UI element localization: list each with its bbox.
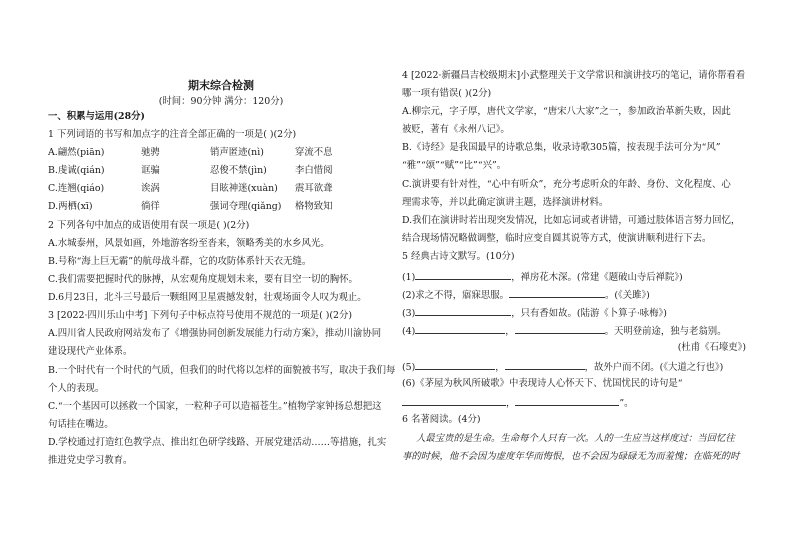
q1-b-word3: 忍俊不禁(jìn) <box>210 165 267 176</box>
q5-item-4: (4) ， 。天明登前途，独与老翁别。 <box>402 326 727 337</box>
q5-item-2 <box>402 288 650 302</box>
q4-option-a-line2: 被贬，著有《永州八记》。 <box>402 124 510 135</box>
q2-option-d: D.6月23日，北斗三号最后一颗组网卫星震撼发射，壮观场面令人叹为观止。 <box>48 292 367 303</box>
q4-option-a-line1: A.柳宗元，字子厚，唐代文学家，“唐宋八大家”之一，参加政治革新失败，因此 <box>402 106 731 117</box>
q3-option-a-line2: 建设现代产业体系。 <box>48 346 133 357</box>
q1-option-d <box>48 201 333 213</box>
q3-option-b-line2: 个人的表现。 <box>48 383 105 394</box>
q1-d-word4: 格物致知 <box>295 201 333 212</box>
q5-5-text: ，故外户而不闭。(《大道之行也》) <box>584 362 724 373</box>
exam-title: 期末综合检测 <box>188 79 254 92</box>
fill-blank[interactable] <box>509 288 605 298</box>
q3-option-d-line2: 推进党史学习教育。 <box>48 455 133 466</box>
q1-c-word1: C.连翘(qiáo) <box>48 183 105 194</box>
q5-item-1 <box>402 270 683 284</box>
question-3: 3 [2022·四川乐山中考] 下列句子中标点符号使用不规范的一项是( )(2分) <box>48 310 353 321</box>
q3-option-d-line1: D.学校通过打造红色教学点、推出红色研学线路、开展党建活动……等措施，扎实 <box>48 437 387 448</box>
q1-c-word3: 目眩神迷(xuàn) <box>210 183 278 194</box>
q4-option-c-line2: 理需求等，并以此确定演讲主题，选择演讲材料。 <box>402 197 609 208</box>
q5-4-source: (杜甫《石壕吏》) <box>677 342 746 353</box>
q4-option-c-line1: C.演讲要有针对性，“心中有听众”，充分考虑听众的年龄、身份、文化程度、心 <box>402 179 731 190</box>
q2-option-b: B.号称“海上巨无霸”的航母战斗群，它的攻防体系针天衣无缝。 <box>48 256 312 267</box>
question-4-line2: 哪一项有错误( )(2分) <box>402 88 492 99</box>
q1-d-word3: 强词夺理(qiǎng) <box>210 201 282 212</box>
q5-item-6-blanks <box>402 396 634 410</box>
q5-6-comma: ， <box>506 398 516 409</box>
q4-option-d-line2: 结合现场情况略做调整，临时应变自圆其说等方式，使演讲顺利进行下去。 <box>402 233 712 244</box>
fill-blank[interactable] <box>415 324 505 334</box>
q5-item-6: (6)《茅屋为秋风所破歌》中表现诗人心怀天下、忧国忧民的诗句是“ <box>402 378 683 389</box>
q1-a-word2: 驰骋 <box>141 147 160 158</box>
q3-option-c-line1: C.“一个基因可以拯救一个国家，一粒种子可以造福苍生。”植物学家钟扬总想把这 <box>48 401 382 412</box>
fill-blank[interactable] <box>505 360 585 370</box>
q1-option-c <box>48 183 333 195</box>
q1-c-word4: 震耳欲聋 <box>295 183 333 194</box>
q5-3-text: ，只有香如故。(陆游《卜算子·咏梅》) <box>511 308 667 319</box>
q1-c-word2: 诶涡 <box>141 183 160 194</box>
q5-4-label: (4) <box>402 326 416 337</box>
q5-4-text: 。天明登前途，独与老翁别。 <box>604 326 727 337</box>
q1-a-word4: 穿流不息 <box>295 147 333 158</box>
reading-passage-line1: 人最宝贵的是生命。生命每个人只有一次。人的一生应当这样度过：当回忆往 <box>416 433 735 444</box>
reading-passage-line2: 事的时候，他不会因为虚度年华而悔恨，也不会因为碌碌无为而羞愧；在临死的时 <box>402 451 740 462</box>
q5-5-label: (5) <box>402 362 416 373</box>
question-1: 1 下列词语的书写和加点字的注音全部正确的一项是( )(2分) <box>48 129 297 140</box>
q3-option-b-line1: B.一个时代有一个时代的气质，但我们的时代将以怎样的面貌被书写，取决于我们每 <box>48 365 396 376</box>
question-4-line1: 4 [2022·新疆昌吉校级期末]小武整理关于文学常识和演讲技巧的笔记，请你帮看看 <box>402 70 746 81</box>
q5-item-5: (5) ， ，故外户而不闭。(《大道之行也》) <box>402 362 724 373</box>
q5-item-3 <box>402 306 667 320</box>
fill-blank[interactable] <box>415 306 511 316</box>
q5-1-label: (1) <box>402 272 416 283</box>
question-5: 5 经典古诗文默写。(10分) <box>402 251 515 262</box>
q5-3-label: (3) <box>402 308 416 319</box>
q3-option-a-line1: A.四川省人民政府网站发布了《增强协同创新发展能力行动方案》，推动川渝协同 <box>48 328 382 339</box>
q3-option-c-line2: 句话挂在嘴边。 <box>48 419 114 430</box>
question-2: 2 下列各句中加点的成语使用有误一项是( )(2分) <box>48 220 250 231</box>
question-6: 6 名著阅读。(4分) <box>402 414 481 425</box>
q1-option-b <box>48 165 333 177</box>
q1-b-word2: 诓骗 <box>141 165 160 176</box>
q2-option-c: C.我们需要把握时代的脉搏，从宏观角度规划未来，要有目空一切的胸怀。 <box>48 274 358 285</box>
q4-option-b-line1: B.《诗经》是我国最早的诗歌总集，收录诗歌305篇，按表现手法可分为“风” <box>402 142 721 153</box>
q1-d-word1: D.两栖(xī) <box>48 201 93 212</box>
q5-1-text: ，禅房花木深。(常建《题破山寺后禅院》) <box>511 272 683 283</box>
q1-option-a <box>48 147 333 159</box>
exam-subtitle: (时间：90分钟 满分：120分) <box>158 96 284 107</box>
q4-option-d-line1: D.我们在演讲时若出现突发情况，比如忘词或者讲错，可通过肢体语言努力回忆， <box>402 215 741 226</box>
q1-d-word2: 徜徉 <box>141 201 160 212</box>
q1-a-word3: 销声匿迹(nì) <box>210 147 264 158</box>
q5-2-text: (2)求之不得，寤寐思服。 <box>402 290 510 301</box>
fill-blank[interactable] <box>402 396 506 406</box>
fill-blank[interactable] <box>415 360 495 370</box>
q1-b-word4: 李白惜阅 <box>295 165 333 176</box>
q1-b-word1: B.虔诚(qián) <box>48 165 105 176</box>
fill-blank[interactable] <box>515 324 605 334</box>
q5-6-end: ”。 <box>619 398 634 409</box>
fill-blank[interactable] <box>415 270 511 280</box>
q1-a-word1: A.翩然(piān) <box>48 147 105 158</box>
q4-option-b-line2: “雅”“颂”“赋”“比”“兴”。 <box>402 160 507 171</box>
section-heading: 一、积累与运用(28分) <box>48 111 145 122</box>
q2-option-a: A.水城泰州，风景如画，外地游客纷至沓来，领略秀美的水乡风光。 <box>48 238 330 249</box>
fill-blank[interactable] <box>515 396 619 406</box>
q5-2-tail: 。(《关雎》) <box>605 290 650 301</box>
